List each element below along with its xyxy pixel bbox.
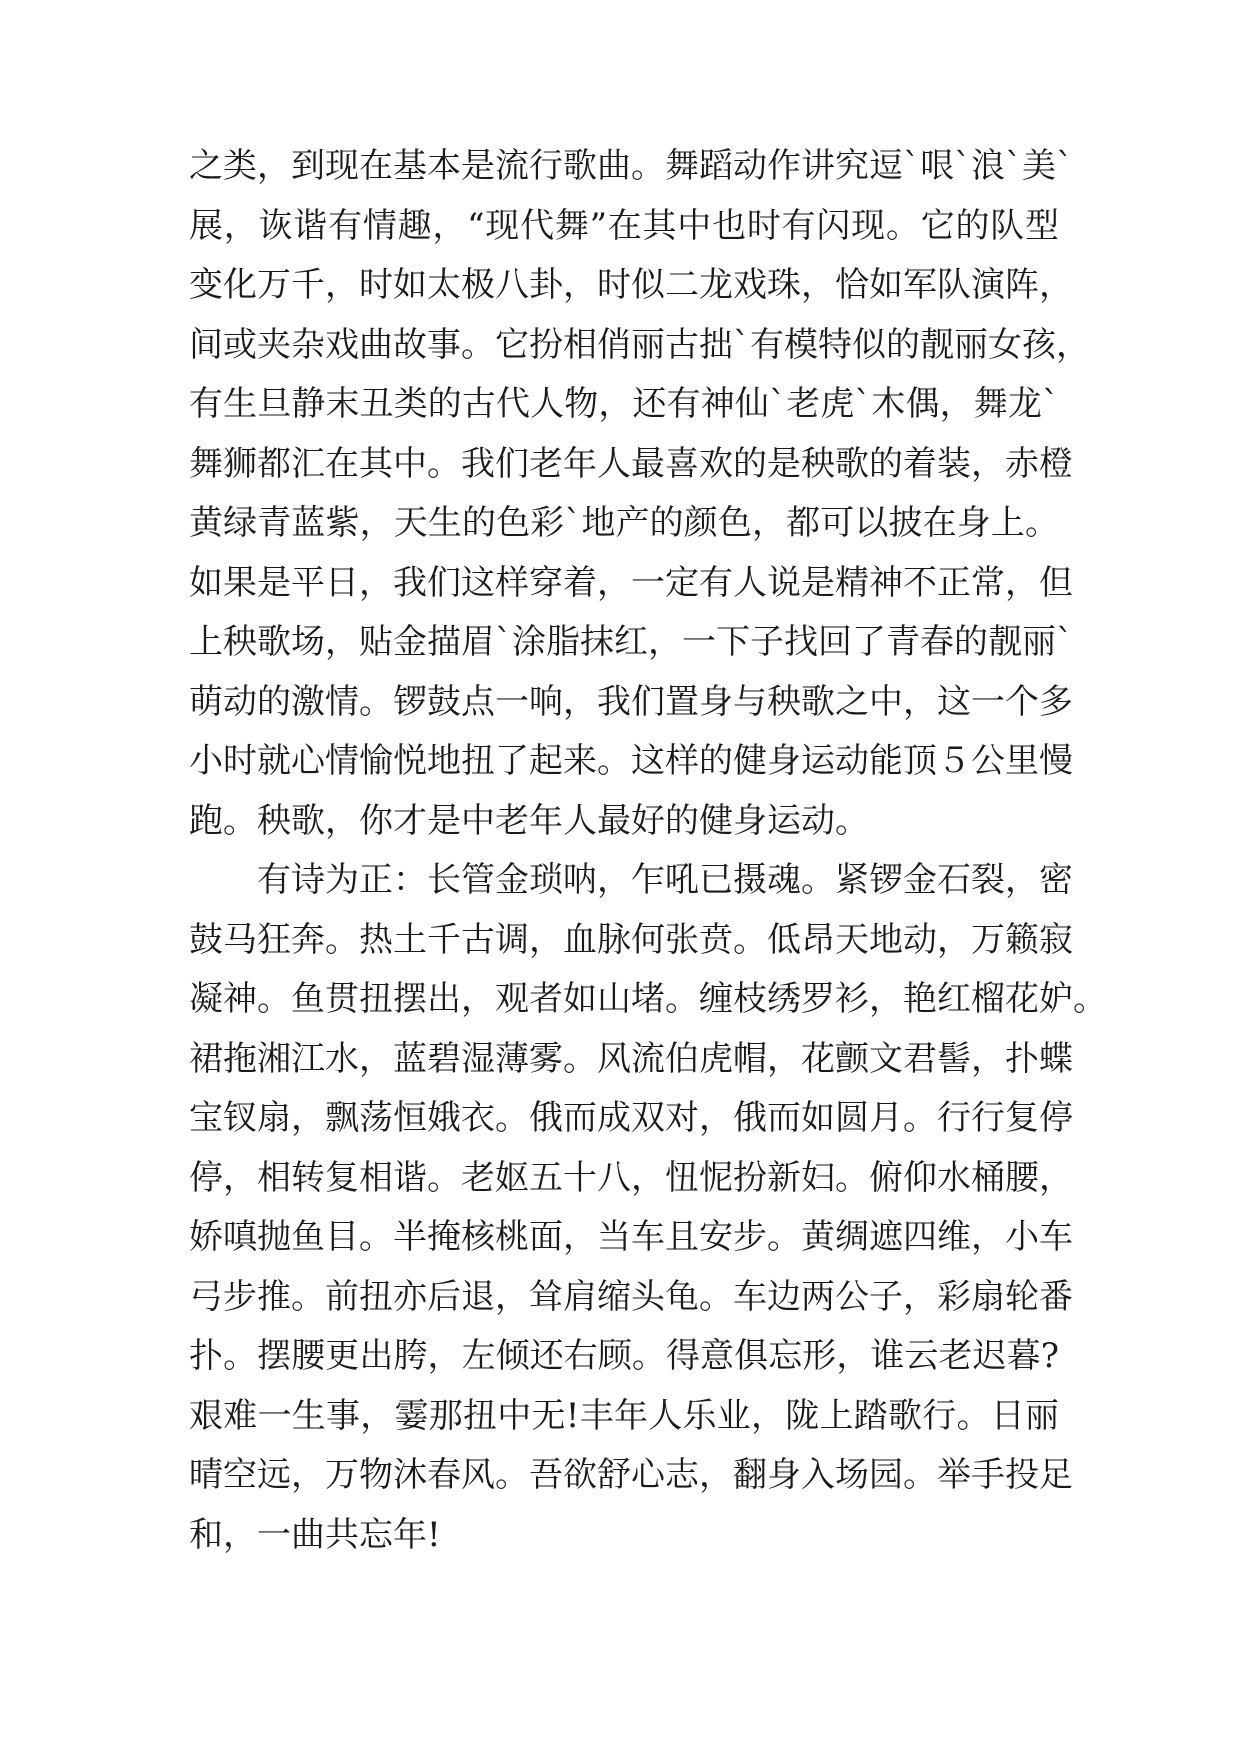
text-line: 小时就心情愉悦地扭了起来。这样的健身运动能顶５公里慢 [189,741,1073,781]
text-line: 扑。摆腰更出胯，左倾还右顾。得意俱忘形，谁云老迟暮? [189,1336,1059,1376]
text-line: 鼓马狂奔。热土千古调，血脉何张贲。低昂天地动，万籁寂 [189,919,1073,960]
text-line: 黄绿青蓝紫，天生的色彩`地产的颜色，都可以披在身上。 [189,503,1059,543]
body-text [189,137,1107,1565]
text-line: 间或夹杂戏曲故事。它扮相俏丽古拙`有模特似的靓丽女孩， [189,324,1090,365]
text-line: 萌动的激情。锣鼓点一响，我们置身与秧歌之中，这一个多 [189,681,1073,722]
text-line: 和，一曲共忘年! [189,1514,441,1555]
text-line: 有生旦静末丑类的古代人物，还有神仙`老虎`木偶，舞龙` [189,384,1059,424]
text-line: 上秧歌场，贴金描眉`涂脂抹红，一下子找回了青春的靓丽` [189,622,1073,662]
text-line: 宝钗扇，飘荡恒娥衣。俄而成双对，俄而如圆月。行行复停 [189,1098,1073,1138]
text-line: 跑。秧歌，你才是中老年人最好的健身运动。 [189,800,869,841]
text-line: 之类，到现在基本是流行歌曲。舞蹈动作讲究逗`哏`浪`美` [189,146,1073,186]
text-line: 弓步推。前扭亦后退，耸肩缩头龟。车边两公子，彩扇轮番 [189,1276,1073,1317]
paragraph-1 [189,137,1090,851]
text-line: 裙拖湘江水，蓝碧湿薄雾。风流伯虎帽，花颤文君髻，扑蝶 [189,1038,1073,1079]
text-line: 停，相转复相谐。老妪五十八，忸怩扮新妇。俯仰水桶腰， [189,1157,1073,1198]
text-line: 有诗为正：长管金琐呐，乍吼已摄魂。紧锣金石裂，密 [257,860,1073,900]
text-line: 变化万千，时如太极八卦，时似二龙戏珠，恰如军队演阵， [189,265,1073,305]
text-line: 艰难一生事，霎那扭中无!丰年人乐业，陇上踏歌行。日丽 [189,1395,1059,1436]
text-line: 展，诙谐有情趣，“现代舞”在其中也时有闪现。它的队型 [189,205,1059,246]
text-line: 如果是平日，我们这样穿着，一定有人说是精神不正常，但 [189,562,1073,603]
text-line: 凝神。鱼贯扭摆出，观者如山堵。缠枝绣罗衫，艳红榴花妒。 [189,979,1107,1019]
text-line: 舞狮都汇在其中。我们老年人最喜欢的是秧歌的着装，赤橙 [189,443,1073,484]
text-line: 晴空远，万物沐春风。吾欲舒心志，翻身入场园。举手投足 [189,1455,1073,1495]
paragraph-2 [189,851,1107,1565]
text-line: 娇嗔抛鱼目。半掩核桃面，当车且安步。黄绸遮四维，小车 [189,1217,1073,1257]
